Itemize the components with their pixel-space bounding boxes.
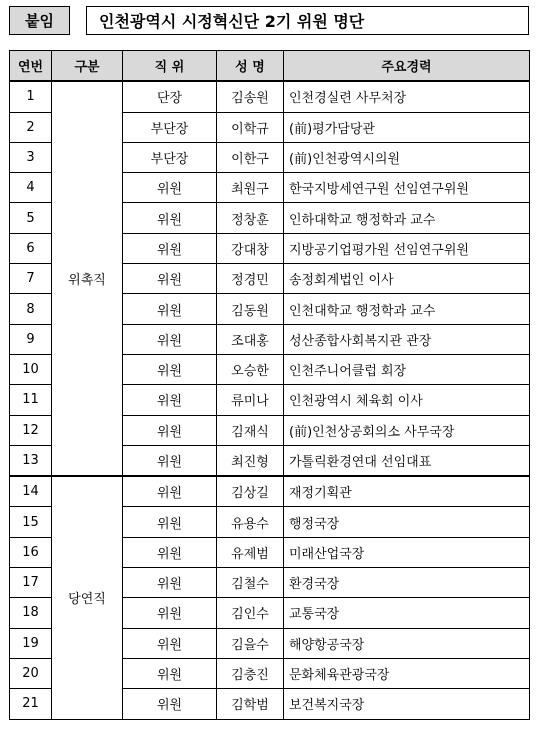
cell-name: 김충진 — [217, 658, 284, 688]
cell-career: 성산종합사회복지관 관장 — [284, 324, 530, 354]
cell-career: 인하대학교 행정학과 교수 — [284, 203, 530, 233]
cell-no: 19 — [10, 628, 52, 658]
cell-position: 위원 — [123, 445, 217, 476]
column-header-no: 연번 — [10, 51, 52, 82]
column-header-position: 직 위 — [123, 51, 217, 82]
cell-no: 10 — [10, 354, 52, 384]
cell-career: (前)인천광역시의원 — [284, 142, 530, 172]
document-header — [9, 6, 529, 37]
cell-position: 위원 — [123, 385, 217, 415]
cell-no: 1 — [10, 81, 52, 112]
cell-career: 한국지방세연구원 선임연구위원 — [284, 173, 530, 203]
cell-position: 위원 — [123, 415, 217, 445]
cell-name: 오승한 — [217, 354, 284, 384]
cell-position: 단장 — [123, 81, 217, 112]
cell-position: 위원 — [123, 203, 217, 233]
cell-name: 유제범 — [217, 537, 284, 567]
cell-career: 해양항공국장 — [284, 628, 530, 658]
cell-name: 김학범 — [217, 689, 284, 719]
cell-no: 15 — [10, 507, 52, 537]
cell-position: 위원 — [123, 476, 217, 507]
cell-career: 인천대학교 행정학과 교수 — [284, 294, 530, 324]
cell-no: 4 — [10, 173, 52, 203]
cell-name: 정창훈 — [217, 203, 284, 233]
cell-name: 김송원 — [217, 81, 284, 112]
cell-name: 강대창 — [217, 233, 284, 263]
cell-position: 위원 — [123, 264, 217, 294]
cell-no: 12 — [10, 415, 52, 445]
cell-career: (前)인천상공회의소 사무국장 — [284, 415, 530, 445]
cell-position: 위원 — [123, 568, 217, 598]
cell-career: 보건복지국장 — [284, 689, 530, 719]
cell-no: 14 — [10, 476, 52, 507]
column-header-career: 주요경력 — [284, 51, 530, 82]
cell-position: 위원 — [123, 233, 217, 263]
cell-no: 18 — [10, 598, 52, 628]
cell-position: 위원 — [123, 354, 217, 384]
cell-no: 7 — [10, 264, 52, 294]
cell-name: 김상길 — [217, 476, 284, 507]
cell-name: 유용수 — [217, 507, 284, 537]
cell-career: 지방공기업평가원 선임연구위원 — [284, 233, 530, 263]
cell-no: 9 — [10, 324, 52, 354]
cell-no: 6 — [10, 233, 52, 263]
cell-name: 조대홍 — [217, 324, 284, 354]
cell-no: 21 — [10, 689, 52, 719]
cell-name: 김재식 — [217, 415, 284, 445]
cell-career: 행정국장 — [284, 507, 530, 537]
cell-position: 위원 — [123, 294, 217, 324]
cell-name: 이학규 — [217, 112, 284, 142]
cell-no: 13 — [10, 445, 52, 476]
cell-name: 이한구 — [217, 142, 284, 172]
cell-career: 문화체육관광국장 — [284, 658, 530, 688]
cell-position: 위원 — [123, 507, 217, 537]
table-row — [10, 81, 530, 112]
cell-name: 류미나 — [217, 385, 284, 415]
cell-position: 부단장 — [123, 112, 217, 142]
cell-name: 최진형 — [217, 445, 284, 476]
cell-position: 위원 — [123, 324, 217, 354]
member-roster-table — [9, 50, 530, 720]
cell-category: 당연직 — [52, 476, 123, 719]
cell-career: 인천주니어클럽 회장 — [284, 354, 530, 384]
cell-position: 부단장 — [123, 142, 217, 172]
cell-career: 교통국장 — [284, 598, 530, 628]
attachment-tag: 붙임 — [9, 6, 70, 35]
cell-category: 위촉직 — [52, 81, 123, 476]
column-header-category: 구분 — [52, 51, 123, 82]
cell-no: 5 — [10, 203, 52, 233]
cell-no: 2 — [10, 112, 52, 142]
table-row — [10, 476, 530, 507]
cell-career: 환경국장 — [284, 568, 530, 598]
cell-career: 재정기획관 — [284, 476, 530, 507]
document-title: 인천광역시 시정혁신단 2기 위원 명단 — [86, 6, 529, 35]
cell-position: 위원 — [123, 658, 217, 688]
cell-career: 미래산업국장 — [284, 537, 530, 567]
cell-position: 위원 — [123, 598, 217, 628]
cell-name: 정경민 — [217, 264, 284, 294]
cell-name: 김철수 — [217, 568, 284, 598]
column-header-name: 성 명 — [217, 51, 284, 82]
cell-no: 3 — [10, 142, 52, 172]
cell-name: 최원구 — [217, 173, 284, 203]
cell-career: 인천광역시 체육회 이사 — [284, 385, 530, 415]
cell-position: 위원 — [123, 628, 217, 658]
cell-no: 16 — [10, 537, 52, 567]
roster-body — [10, 81, 530, 719]
cell-position: 위원 — [123, 537, 217, 567]
cell-no: 20 — [10, 658, 52, 688]
cell-career: 인천경실련 사무처장 — [284, 81, 530, 112]
cell-name: 김인수 — [217, 598, 284, 628]
cell-no: 8 — [10, 294, 52, 324]
cell-position: 위원 — [123, 173, 217, 203]
cell-name: 김을수 — [217, 628, 284, 658]
table-header-row — [10, 51, 530, 82]
cell-career: 가톨릭환경연대 선임대표 — [284, 445, 530, 476]
cell-position: 위원 — [123, 689, 217, 719]
cell-no: 11 — [10, 385, 52, 415]
cell-career: 송정회계법인 이사 — [284, 264, 530, 294]
cell-name: 김동원 — [217, 294, 284, 324]
cell-career: (前)평가담당관 — [284, 112, 530, 142]
cell-no: 17 — [10, 568, 52, 598]
